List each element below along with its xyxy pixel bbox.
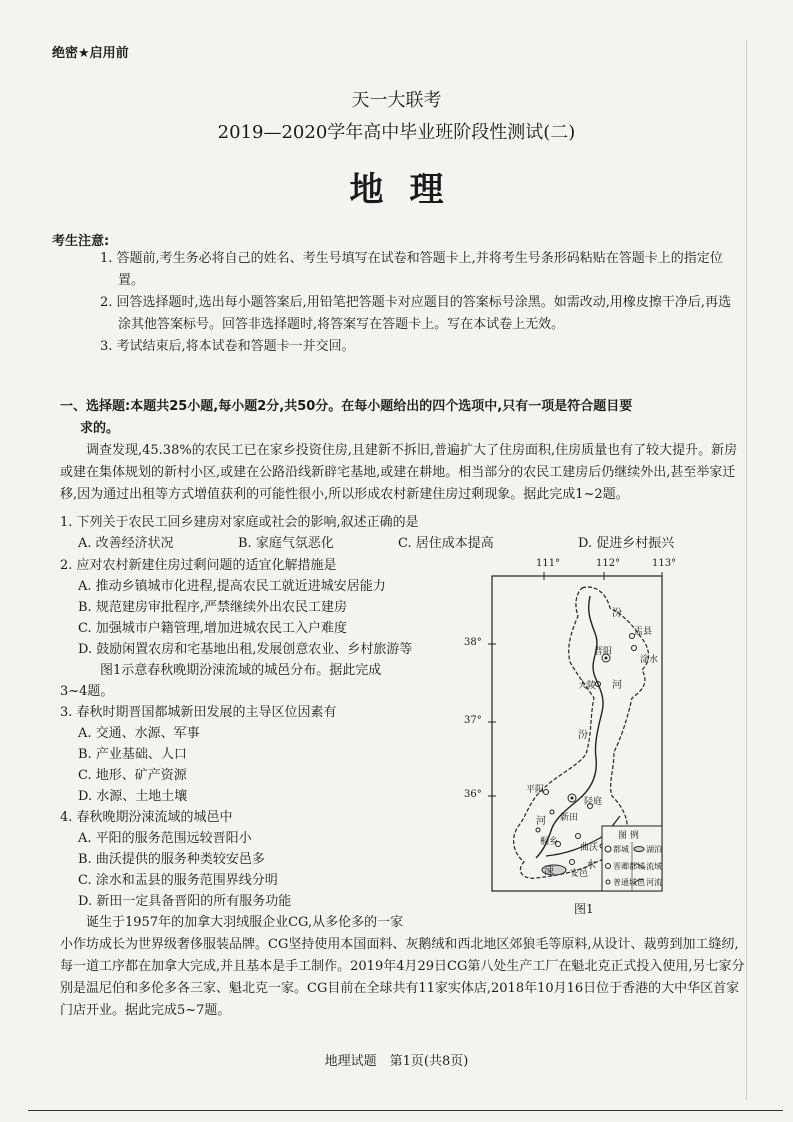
q4-option-c: C. 涂水和盂县的服务范围界线分明 (78, 873, 278, 888)
river-label-su: 涑 (544, 866, 554, 877)
exam-org-title: 天一大联考 (351, 90, 442, 111)
q2-option-d: D. 鼓励闲置农房和宅基地出租,发展创意农业、乡村旅游等 (78, 642, 413, 657)
place-xingting: 陉庭 (584, 797, 603, 807)
quwo-marker (576, 834, 581, 839)
place-yuxian: 盂县 (634, 627, 653, 637)
question-3-stem: 3. 春秋时期晋国都城新田发展的主导区位因素有 (60, 705, 337, 720)
river-label-fen-south: 汾 (578, 730, 588, 741)
q3-option-b: B. 产业基础、人口 (78, 747, 187, 762)
place-tongxiang: 桐乡 (540, 837, 559, 847)
place-pingyang: 平阳 (526, 785, 545, 795)
lat-label-2: 37° (464, 715, 482, 726)
question-1-stem: 1. 下列关于农民工回乡建房对家庭或社会的影响,叙述正确的是 (60, 515, 419, 530)
question-4-stem: 4. 春秋晚期汾涑流域的城邑中 (60, 810, 233, 825)
q3-option-c: C. 地形、矿产资源 (78, 768, 187, 783)
legend-capital: 都城 (613, 845, 629, 854)
question-1-options (60, 533, 750, 554)
question-4 (60, 807, 480, 912)
river-label-fen-north: 汾 (612, 608, 622, 619)
notice-item-3: 3. 考试结束后,将本试卷和答题卡一并交回。 (100, 339, 355, 354)
subject-title: 地理 (349, 170, 470, 210)
q4-option-a: A. 平阳的服务范围远较晋阳小 (78, 831, 252, 846)
town-marker (536, 828, 540, 832)
secret-label: 绝密★启用前 (52, 46, 129, 61)
passage-2-line1: 图1示意春秋晚期汾涑流域的城邑分布。据此完成 (100, 663, 382, 678)
legend-title: 图 例 (618, 831, 639, 841)
lon-label-1: 111° (536, 558, 561, 569)
passage-2-line2: 3~4题。 (60, 684, 114, 699)
place-tushui: 涂水 (640, 655, 659, 665)
q2-option-b: B. 规范建房审批程序,严禁继续外出农民工建房 (78, 600, 347, 615)
river-label-he-south: 河 (536, 816, 546, 827)
q2-option-c: C. 加强城市户籍管理,增加进城农民工入户难度 (78, 621, 347, 636)
town-marker (550, 810, 554, 814)
river-label-shui: 水 (586, 860, 596, 871)
question-2-stem: 2. 应对农村新建住房过剩问题的适宜化解措施是 (60, 558, 337, 573)
q3-option-a: A. 交通、水源、军事 (78, 726, 200, 741)
notice-title: 考生注意: (52, 234, 110, 249)
q3-option-d: D. 水源、土地土壤 (78, 789, 188, 804)
passage-3-first-line: 诞生于1957年的加拿大羽绒服企业CG,从多伦多的一家 (86, 915, 404, 930)
passage-1: 调查发现,45.38%的农民工已在家乡投资住房,且建新不拆旧,普遍扩大了住房面积,住房质量也有了较大提升。新房或建在集体规划的新村小区,或建在公路沿线新辟宅基地,或建在耕地。相当部分的农民工建房后仍继续外出,甚至举家迁移,因为通过出租等方式增值获利的可能性很小,所以形成农村新建住房过剩现象。据此完成1~2题。 (60, 443, 738, 502)
question-2 (60, 555, 480, 702)
passage-3: 小作坊成长为世界级奢侈服装品牌。CG坚持使用本国面料、灰鹅绒和西北地区郊狼毛等原料,从设计、裁剪到加工缝纫,每一道工序都在加拿大完成,并且基本是手工制作。2019年4月29日CG第八处生产工厂在魁北克正式投入使用,另七家分别是温尼伯和多伦多各三家、魁北克一家。CG目前在全球共有11家实体店,2018年10月16日位于香港的大中华区首家门店开业。据此完成5~7题。 (60, 937, 745, 1018)
page-footer: 地理试题 第1页(共8页) (324, 1054, 469, 1069)
legend-river: 河流 (646, 878, 662, 887)
notice-list (100, 248, 740, 358)
section-heading-line1: 一、选择题:本题共25小题,每小题2分,共50分。在每小题给出的四个选项中,只有一项是符合题目要 (60, 399, 633, 414)
legend-lake: 湖泊 (646, 845, 662, 854)
place-jinyang: 晋阳 (594, 647, 613, 657)
place-anyi: 安邑 (570, 869, 589, 879)
legend-lake-symbol (634, 847, 644, 852)
legend-town: 普通城邑 (613, 878, 645, 887)
xintian-marker-dot (571, 797, 574, 800)
q1-option-a: A. 改善经济状况 (78, 536, 174, 551)
notice-item-1: 1. 答题前,考生务必将自己的姓名、考生号填写在试卷和答题卡上,并将考生号条形码粘贴在答题卡上的指定位置。 (100, 251, 723, 288)
lon-label-2: 112° (596, 558, 621, 569)
place-daling: 大陵 (578, 681, 597, 691)
exam-title: 2019—2020学年高中毕业班阶段性测试(二) (217, 122, 576, 143)
q2-option-a: A. 推动乡镇城市化进程,提高农民工就近进城安居能力 (78, 579, 386, 594)
pingyang-marker (544, 790, 549, 795)
lat-label-1: 38° (464, 637, 482, 648)
section-heading (60, 396, 750, 440)
bottom-rule (28, 1110, 783, 1111)
legend-noble-capital: 晋卿都城 (613, 862, 645, 871)
q1-option-c: C. 居住成本提高 (398, 536, 494, 551)
q4-option-d: D. 新田一定具备晋阳的所有服务功能 (78, 894, 292, 909)
notice-item-2: 2. 回答选择题时,选出每小题答案后,用铅笔把答题卡对应题目的答案标号涂黑。如需改动,用橡皮擦干净后,再选涂其他答案标号。回答非选择题时,将答案写在答题卡上。写在本试卷上无效。 (100, 295, 732, 332)
section-heading-line2: 求的。 (80, 421, 120, 436)
anyi-marker (570, 860, 575, 865)
q1-option-d: D. 促进乡村振兴 (578, 536, 675, 551)
q1-option-b: B. 家庭气氛恶化 (238, 536, 334, 551)
q4-option-b: B. 曲沃提供的服务种类较安邑多 (78, 852, 265, 867)
tushui-marker (632, 646, 637, 651)
lon-label-3: 113° (652, 558, 677, 569)
place-xintian: 新田 (560, 813, 579, 823)
lat-label-3: 36° (464, 789, 482, 800)
legend-basin: 流域 (646, 862, 662, 871)
place-quwo: 曲沃 (580, 843, 599, 853)
figure-caption: 图1 (574, 902, 594, 916)
question-3 (60, 702, 480, 807)
map-figure-1 (464, 558, 682, 896)
river-label-he-north: 河 (612, 680, 622, 691)
question-1 (60, 512, 750, 554)
